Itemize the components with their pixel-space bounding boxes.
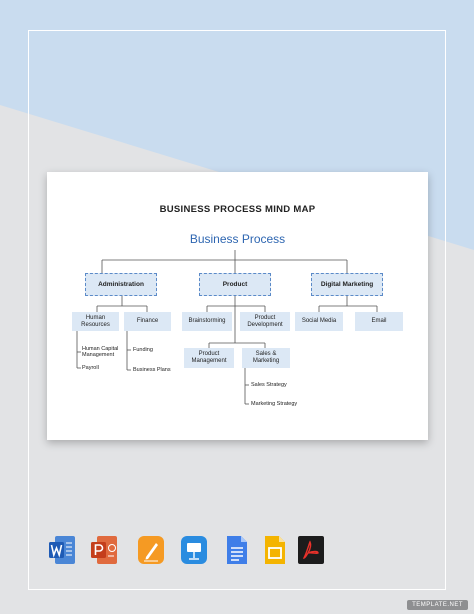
pages-icon[interactable]	[137, 534, 165, 566]
node-product-development: Product Development	[240, 312, 290, 331]
leaf-marketing-strategy: Marketing Strategy	[251, 401, 298, 407]
leaf-sales-strategy: Sales Strategy	[251, 382, 287, 388]
leaf-funding: Funding	[133, 347, 153, 353]
node-brainstorming: Brainstorming	[182, 312, 232, 331]
document-title: BUSINESS PROCESS MIND MAP	[159, 204, 316, 215]
leaf-human-capital-management: Human Capital Management	[82, 346, 119, 359]
powerpoint-icon[interactable]	[91, 534, 119, 566]
node-product: Product	[199, 273, 271, 296]
connector-lines	[47, 172, 428, 440]
template-preview-card[interactable]	[47, 172, 428, 440]
word-icon[interactable]	[49, 534, 77, 566]
node-administration: Administration	[85, 273, 157, 296]
node-product-management: Product Management	[184, 348, 234, 368]
node-social-media: Social Media	[295, 312, 343, 331]
watermark: TEMPLATE.NET	[407, 600, 468, 610]
root-node: Business Process	[189, 232, 286, 246]
leaf-business-plans: Business Plans	[133, 367, 171, 373]
node-finance: Finance	[124, 312, 171, 331]
app-icon-row	[0, 534, 474, 568]
pdf-icon[interactable]	[297, 534, 325, 566]
google-slides-icon[interactable]	[260, 534, 288, 566]
node-email: Email	[355, 312, 403, 331]
keynote-icon[interactable]	[180, 534, 208, 566]
node-digital-marketing: Digital Marketing	[311, 273, 383, 296]
google-docs-icon[interactable]	[222, 534, 250, 566]
leaf-payroll: Payroll	[82, 365, 99, 371]
node-human-resources: Human Resources	[72, 312, 119, 331]
node-sales-marketing: Sales & Marketing	[242, 348, 290, 368]
